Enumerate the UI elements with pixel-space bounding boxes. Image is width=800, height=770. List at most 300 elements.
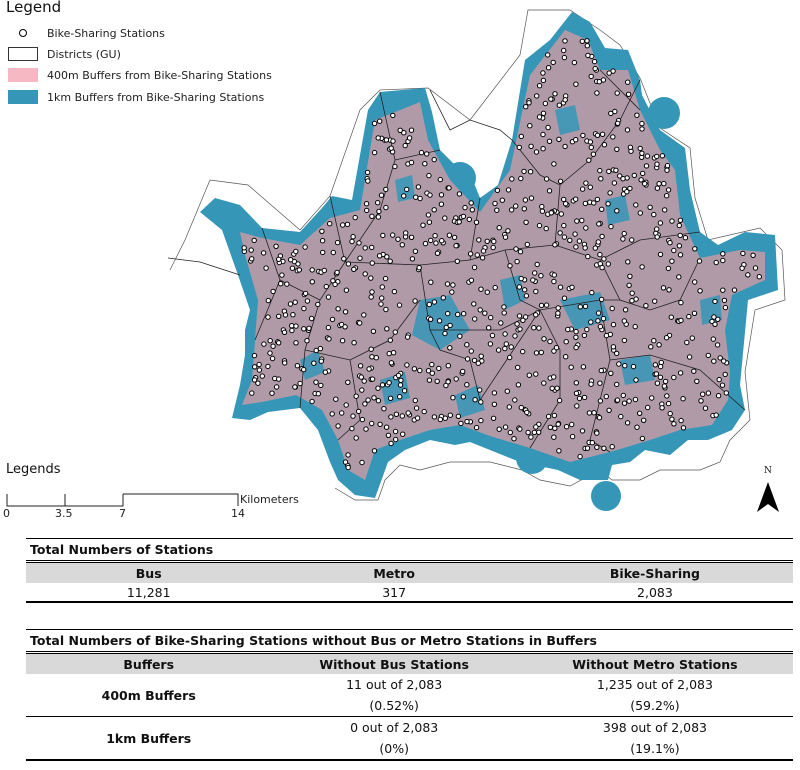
bike-station-dot: [541, 111, 545, 115]
bike-station-dot: [595, 445, 599, 449]
bike-station-dot: [400, 414, 404, 418]
bike-station-dot: [678, 253, 682, 257]
bike-station-dot: [670, 259, 674, 263]
bike-station-dot: [683, 236, 687, 240]
bike-station-dot: [414, 195, 418, 199]
bike-station-dot: [324, 284, 328, 288]
bike-station-dot: [654, 372, 658, 376]
bike-station-dot: [262, 342, 266, 346]
bike-station-dot: [288, 302, 292, 306]
bike-station-dot: [469, 278, 473, 282]
table-cell: 2,083: [517, 583, 793, 602]
bike-station-dot: [534, 313, 538, 317]
bike-station-dot: [628, 145, 632, 149]
bike-station-dot: [640, 265, 644, 269]
bike-station-dot: [562, 296, 566, 300]
table-cell: 11,281: [26, 583, 271, 602]
bike-station-dot: [627, 399, 631, 403]
bike-station-dot: [376, 386, 380, 390]
bike-station-dot: [462, 312, 466, 316]
bike-station-dot: [479, 354, 483, 358]
bike-station-dot: [394, 437, 398, 441]
bike-station-dot: [574, 138, 578, 142]
bike-station-dot: [635, 113, 639, 117]
bike-station-dot: [425, 152, 429, 156]
bike-station-dot: [631, 364, 635, 368]
bike-station-dot: [615, 398, 619, 402]
bike-station-dot: [610, 445, 614, 449]
bike-station-dot: [559, 212, 563, 216]
bike-station-dot: [518, 427, 522, 431]
bike-station-dot: [450, 290, 454, 294]
bike-station-dot: [516, 365, 520, 369]
bike-station-dot: [546, 66, 550, 70]
row-label: 400m Buffers: [26, 674, 271, 717]
bike-station-dot: [552, 349, 556, 353]
bike-station-dot: [585, 39, 589, 43]
table-row: [26, 583, 793, 602]
bike-station-dot: [478, 388, 482, 392]
bike-station-dot: [404, 231, 408, 235]
bike-station-dot: [282, 330, 286, 334]
bike-station-dot: [655, 381, 659, 385]
bike-station-dot: [376, 136, 380, 140]
bike-station-dot: [595, 431, 599, 435]
bike-station-dot: [586, 53, 590, 57]
bike-station-dot: [505, 389, 509, 393]
bike-station-dot: [391, 113, 395, 117]
table-cell: (19.1%): [517, 738, 793, 760]
bike-station-dot: [294, 324, 298, 328]
bike-station-dot: [660, 406, 664, 410]
bike-station-dot: [485, 239, 489, 243]
bike-station-dot: [534, 425, 538, 429]
bike-station-dot: [528, 124, 532, 128]
bike-station-dot: [483, 311, 487, 315]
bike-station-dot: [493, 285, 497, 289]
bike-station-dot: [592, 59, 596, 63]
bike-station-dot: [465, 383, 469, 387]
bike-station-dot: [380, 383, 384, 387]
bike-station-dot: [305, 339, 309, 343]
bike-station-dot: [630, 291, 634, 295]
bike-station-dot: [370, 261, 374, 265]
bike-station-dot: [527, 373, 531, 377]
bike-station-dot: [587, 411, 591, 415]
bike-station-dot: [257, 368, 261, 372]
bike-station-dot: [516, 383, 520, 387]
bike-station-dot: [712, 359, 716, 363]
bike-station-dot: [360, 460, 364, 464]
bike-station-dot: [679, 318, 683, 322]
bike-station-dot: [463, 205, 467, 209]
bike-station-dot: [658, 221, 662, 225]
bike-station-dot: [379, 302, 383, 306]
bike-station-dot: [580, 429, 584, 433]
bike-station-dot: [614, 168, 618, 172]
bike-station-dot: [429, 238, 433, 242]
bike-station-dot: [398, 128, 402, 132]
bike-station-dot: [513, 334, 517, 338]
legend-item-districts: [8, 46, 121, 62]
bike-station-dot: [491, 245, 495, 249]
bike-station-dot: [266, 298, 270, 302]
bike-station-dot: [427, 378, 431, 382]
bike-station-dot: [512, 437, 516, 441]
bike-station-dot: [503, 332, 507, 336]
bike-station-dot: [595, 91, 599, 95]
table-row: [26, 717, 793, 739]
bike-station-dot: [677, 244, 681, 248]
bike-station-dot: [587, 158, 591, 162]
bike-station-dot: [626, 260, 630, 264]
bike-station-dot: [261, 251, 265, 255]
bike-station-dot: [653, 363, 657, 367]
bike-station-dot: [716, 394, 720, 398]
north-label: N: [764, 466, 772, 476]
bike-station-dot: [413, 398, 417, 402]
table-cell: 398 out of 2,083: [602, 720, 707, 735]
bike-station-dot: [535, 94, 539, 98]
district-outline-icon: [8, 47, 38, 61]
bike-station-dot: [681, 397, 685, 401]
bike-station-dot: [298, 381, 302, 385]
bike-station-dot: [303, 245, 307, 249]
bike-station-dot: [249, 248, 253, 252]
bike-station-dot: [441, 296, 445, 300]
bike-station-dot: [376, 201, 380, 205]
bike-station-dot: [385, 255, 389, 259]
station-dot-icon: [8, 26, 38, 40]
column-header: Metro: [271, 562, 516, 584]
bike-station-dot: [401, 432, 405, 436]
table-title: Total Numbers of Bike-Sharing Stations without Bus or Metro Stations in Buffers: [26, 630, 793, 653]
bike-station-dot: [722, 359, 726, 363]
bike-station-dot: [666, 266, 670, 270]
bike-station-dot: [370, 421, 374, 425]
scale-title: Legends: [6, 462, 61, 477]
bike-station-dot: [639, 178, 643, 182]
bike-station-dot: [326, 295, 330, 299]
bike-station-dot: [600, 234, 604, 238]
table-cell: 1,235 out of 2,083: [596, 677, 713, 692]
bike-station-dot: [432, 208, 436, 212]
bike-station-dot: [672, 422, 676, 426]
bike-station-dot: [314, 380, 318, 384]
bike-station-dot: [537, 326, 541, 330]
bike-station-dot: [713, 322, 717, 326]
bike-station-dot: [357, 241, 361, 245]
bike-station-dot: [345, 222, 349, 226]
bike-station-dot: [472, 302, 476, 306]
bike-station-dot: [409, 235, 413, 239]
bike-station-dot: [422, 409, 426, 413]
bike-station-dot: [655, 235, 659, 239]
bike-station-dot: [570, 285, 574, 289]
bike-station-dot: [687, 314, 691, 318]
bike-station-dot: [564, 340, 568, 344]
column-header: Buffers: [26, 653, 271, 675]
bike-station-dot: [290, 328, 294, 332]
bike-station-dot: [633, 324, 637, 328]
bike-station-dot: [668, 411, 672, 415]
bike-station-dot: [519, 276, 523, 280]
bike-station-dot: [699, 399, 703, 403]
bike-station-dot: [469, 201, 473, 205]
bike-station-dot: [541, 71, 545, 75]
bike-station-dot: [302, 367, 306, 371]
bike-station-dot: [364, 202, 368, 206]
bike-station-dot: [519, 176, 523, 180]
bike-station-dot: [392, 289, 396, 293]
bike-station-dot: [589, 382, 593, 386]
bike-station-dot: [457, 192, 461, 196]
bike-station-dot: [606, 262, 610, 266]
bike-station-dot: [346, 262, 350, 266]
bike-station-dot: [573, 232, 577, 236]
bike-station-dot: [474, 425, 478, 429]
bike-station-dot: [427, 173, 431, 177]
bike-station-dot: [448, 323, 452, 327]
bike-station-dot: [534, 372, 538, 376]
bike-station-dot: [470, 208, 474, 212]
bike-station-dot: [598, 399, 602, 403]
bike-station-dot: [435, 251, 439, 255]
bike-station-dot: [316, 392, 320, 396]
bike-station-dot: [319, 383, 323, 387]
bike-station-dot: [591, 152, 595, 156]
bike-station-dot: [524, 294, 528, 298]
bike-station-dot: [584, 226, 588, 230]
bike-station-dot: [717, 377, 721, 381]
bike-station-dot: [665, 163, 669, 167]
bike-station-dot: [495, 188, 499, 192]
bike-station-dot: [622, 231, 626, 235]
bike-station-dot: [553, 92, 557, 96]
bike-station-dot: [479, 400, 483, 404]
bike-station-dot: [384, 307, 388, 311]
bike-station-dot: [592, 411, 596, 415]
bike-station-dot: [715, 343, 719, 347]
bike-station-dot: [428, 317, 432, 321]
bike-station-dot: [344, 403, 348, 407]
bike-station-dot: [712, 315, 716, 319]
bike-station-dot: [514, 247, 518, 251]
bike-station-dot: [534, 150, 538, 154]
bike-station-dot: [597, 416, 601, 420]
bike-station-dot: [372, 396, 376, 400]
bike-station-dot: [487, 326, 491, 330]
bike-station-dot: [650, 396, 654, 400]
bike-station-dot: [495, 208, 499, 212]
bike-station-dot: [444, 383, 448, 387]
bike-station-dot: [622, 338, 626, 342]
bike-station-dot: [465, 419, 469, 423]
bike-station-dot: [721, 288, 725, 292]
bike-station-dot: [553, 426, 557, 430]
bike-station-dot: [685, 340, 689, 344]
bike-station-dot: [445, 282, 449, 286]
bike-station-dot: [468, 252, 472, 256]
bike-station-dot: [703, 406, 707, 410]
bike-station-dot: [328, 222, 332, 226]
bike-station-dot: [472, 358, 476, 362]
bike-station-dot: [611, 322, 615, 326]
bike-station-dot: [421, 223, 425, 227]
bike-station-dot: [354, 394, 358, 398]
bike-station-dot: [366, 179, 370, 183]
bike-station-dot: [340, 339, 344, 343]
legend-label: Bike-Sharing Stations: [47, 26, 165, 40]
legend-title: Legend: [6, 0, 62, 16]
bike-station-dot: [663, 208, 667, 212]
bike-station-dot: [331, 250, 335, 254]
bike-station-dot: [407, 136, 411, 140]
bike-station-dot: [346, 380, 350, 384]
bike-station-dot: [403, 143, 407, 147]
bike-station-dot: [574, 345, 578, 349]
bike-station-dot: [320, 229, 324, 233]
bike-station-dot: [623, 364, 627, 368]
bike-station-dot: [713, 299, 717, 303]
bike-station-dot: [260, 374, 264, 378]
bike-station-dot: [609, 111, 613, 115]
bike-station-dot: [326, 325, 330, 329]
bike-station-dot: [751, 253, 755, 257]
bike-station-dot: [558, 231, 562, 235]
column-header: Without Bus Stations: [271, 653, 516, 675]
bike-station-dot: [662, 384, 666, 388]
table-cell: 317: [271, 583, 516, 602]
bike-station-dot: [372, 449, 376, 453]
bike-station-dot: [451, 283, 455, 287]
bike-station-dot: [549, 97, 553, 101]
bike-station-dot: [543, 101, 547, 105]
bike-station-dot: [443, 416, 447, 420]
bike-station-dot: [435, 379, 439, 383]
bike-station-dot: [376, 399, 380, 403]
bike-station-dot: [564, 355, 568, 359]
bike-station-dot: [391, 351, 395, 355]
bike-station-dot: [366, 398, 370, 402]
bike-station-dot: [369, 295, 373, 299]
bike-station-dot: [414, 406, 418, 410]
bike-station-dot: [461, 369, 465, 373]
bike-station-dot: [521, 349, 525, 353]
bike-station-dot: [558, 285, 562, 289]
bike-station-dot: [617, 362, 621, 366]
bike-station-dot: [410, 257, 414, 261]
bike-station-dot: [364, 427, 368, 431]
bike-station-dot: [622, 401, 626, 405]
bike-station-dot: [389, 441, 393, 445]
bike-station-dot: [541, 147, 545, 151]
bike-station-dot: [383, 276, 387, 280]
bike-station-dot: [492, 239, 496, 243]
bike-station-dot: [670, 417, 674, 421]
bike-station-dot: [310, 399, 314, 403]
bike-station-dot: [446, 364, 450, 368]
scale-unit-label: Kilometers: [240, 493, 299, 506]
buffer-400m-swatch: [8, 68, 38, 82]
table-cell: 11 out of 2,083: [346, 677, 443, 692]
bike-station-dot: [473, 398, 477, 402]
bike-station-dot: [546, 53, 550, 57]
bike-station-dot: [415, 416, 419, 420]
bike-station-dot: [352, 341, 356, 345]
table-cell: 0 out of 2,083: [350, 720, 439, 735]
bike-station-dot: [344, 288, 348, 292]
bike-station-dot: [365, 208, 369, 212]
bike-station-dot: [400, 243, 404, 247]
bike-station-dot: [432, 300, 436, 304]
bike-station-dot: [380, 296, 384, 300]
bike-station-dot: [542, 381, 546, 385]
bike-station-dot: [389, 415, 393, 419]
bike-station-dot: [448, 413, 452, 417]
bike-station-dot: [585, 44, 589, 48]
bike-station-dot: [597, 80, 601, 84]
bike-station-dot: [277, 314, 281, 318]
bike-station-dot: [528, 170, 532, 174]
bike-station-dot: [437, 366, 441, 370]
bike-station-dot: [350, 426, 354, 430]
bike-station-dot: [641, 171, 645, 175]
bike-station-dot: [327, 337, 331, 341]
bike-station-dot: [602, 143, 606, 147]
bike-station-dot: [503, 425, 507, 429]
bike-station-dot: [574, 82, 578, 86]
bike-station-dot: [580, 39, 584, 43]
bike-station-dot: [456, 312, 460, 316]
bike-station-dot: [490, 333, 494, 337]
bike-station-dot: [665, 194, 669, 198]
bike-station-dot: [527, 101, 531, 105]
bike-station-dot: [646, 405, 650, 409]
bike-station-dot: [598, 381, 602, 385]
bike-station-dot: [389, 146, 393, 150]
bike-station-dot: [393, 330, 397, 334]
bike-station-dot: [667, 288, 671, 292]
bike-station-dot: [552, 162, 556, 166]
bike-station-dot: [305, 299, 309, 303]
bike-station-dot: [374, 356, 378, 360]
bike-station-dot: [363, 246, 367, 250]
legend-label: 1km Buffers from Bike-Sharing Stations: [47, 90, 265, 104]
bike-station-dot: [706, 353, 710, 357]
bike-station-dot: [397, 303, 401, 307]
bike-station-dot: [264, 266, 268, 270]
bike-station-dot: [597, 222, 601, 226]
bike-station-dot: [413, 299, 417, 303]
bike-station-dot: [582, 395, 586, 399]
bike-station-dot: [593, 246, 597, 250]
bike-station-dot: [564, 202, 568, 206]
bike-station-dot: [277, 341, 281, 345]
bike-station-dot: [574, 391, 578, 395]
bike-station-dot: [648, 205, 652, 209]
bike-station-dot: [310, 280, 314, 284]
bike-station-dot: [692, 369, 696, 373]
scale-tick-label: 3.5: [55, 507, 73, 520]
bike-station-dot: [384, 425, 388, 429]
bike-station-dot: [503, 235, 507, 239]
bike-station-dot: [615, 382, 619, 386]
bike-station-dot: [370, 290, 374, 294]
bike-station-dot: [518, 250, 522, 254]
table-row: [26, 674, 793, 695]
legend-item-400m: [8, 67, 272, 83]
